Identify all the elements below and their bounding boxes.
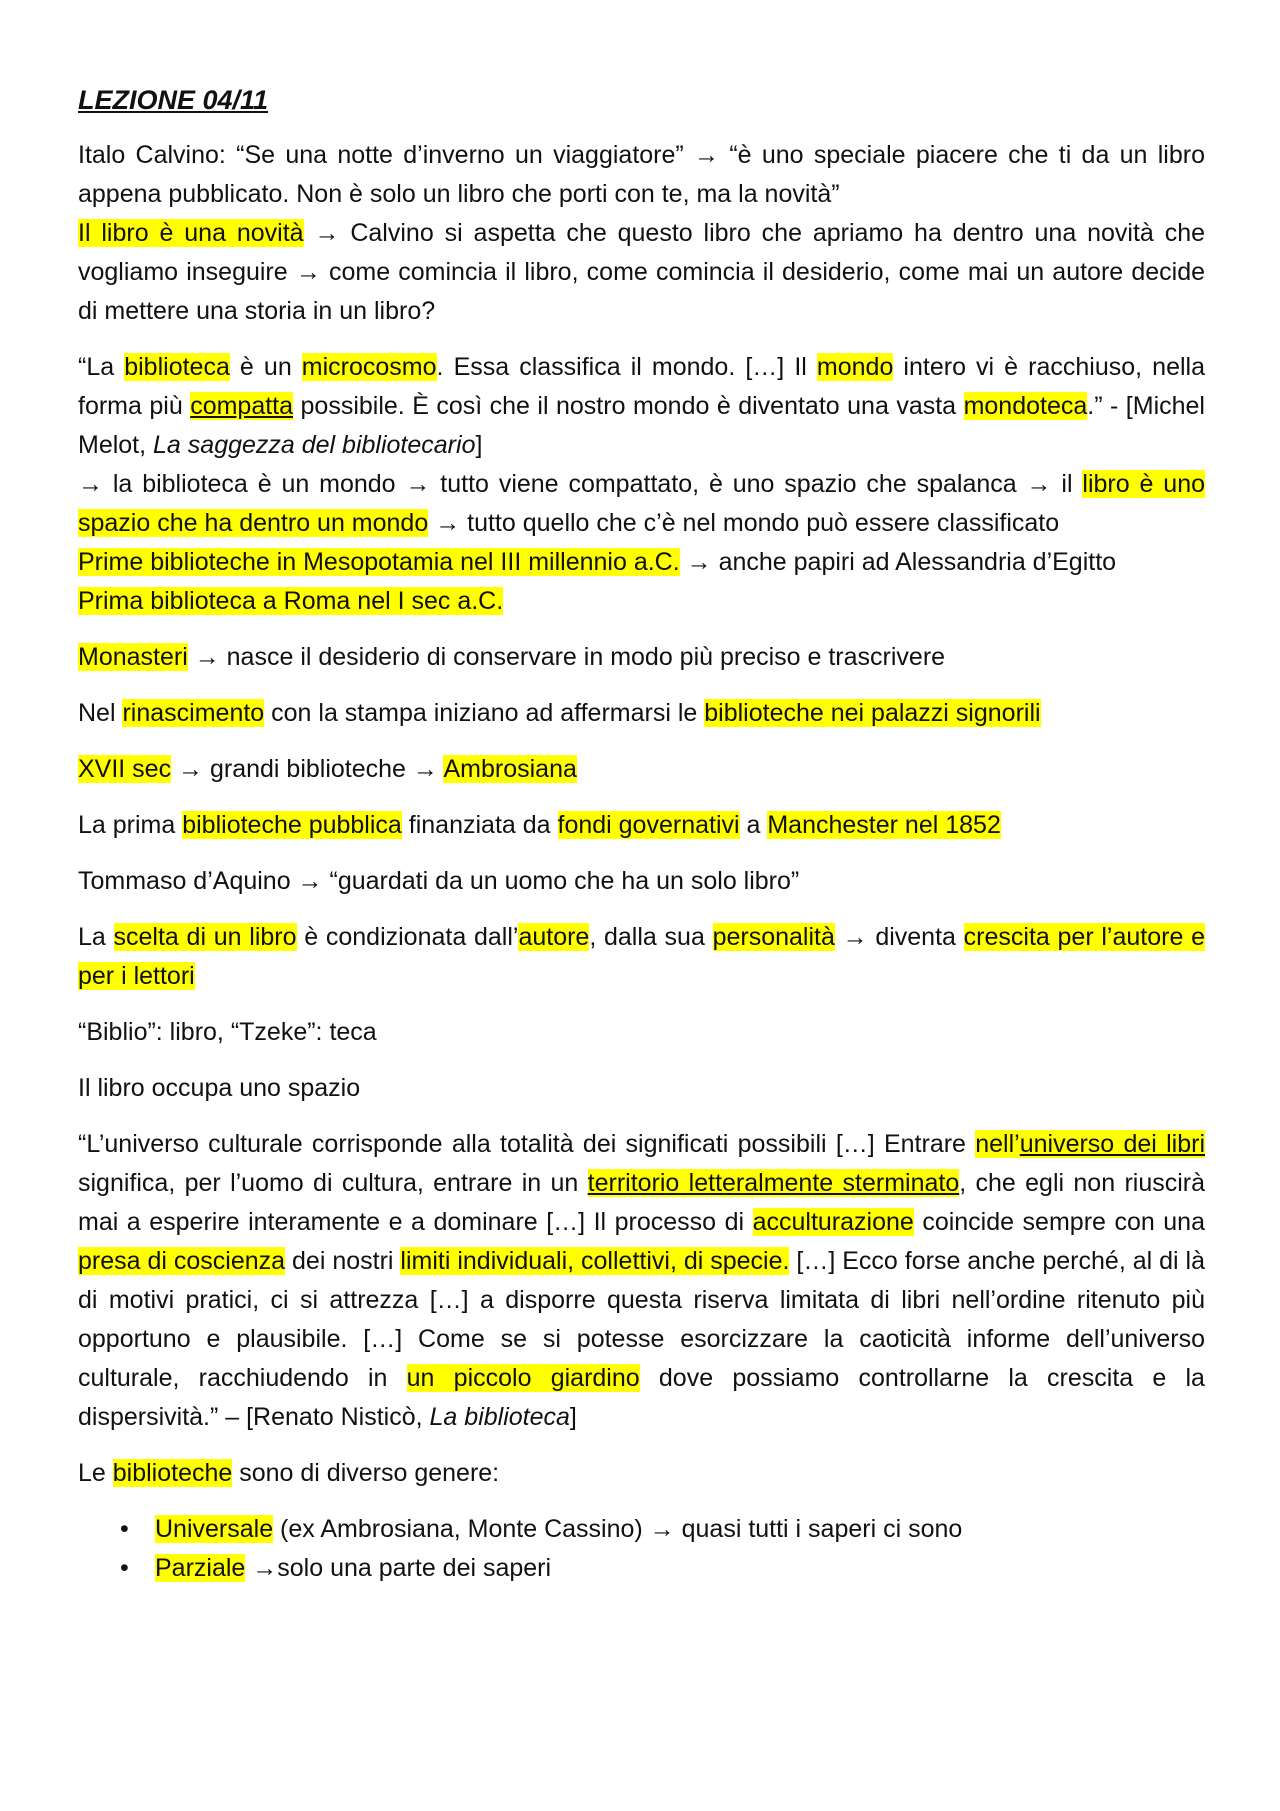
highlight: universo dei libri xyxy=(1019,1130,1205,1158)
text: “La xyxy=(78,353,125,381)
text: → nasce il desiderio di conservare in modo più preciso e trascrivere xyxy=(187,643,946,671)
text: sono di diverso genere: xyxy=(232,1459,500,1487)
highlight: un piccolo giardino xyxy=(406,1364,640,1392)
text: “L’universo culturale corrisponde alla totalità dei significati possibili […] Entrare xyxy=(78,1130,976,1158)
highlight: microcosmo xyxy=(301,353,437,381)
text: → Calvino si aspetta che questo libro che apriamo ha dentro una novità che vogliamo inseguire → come comincia il libro, come comincia il desiderio, come mai un autore decide di mettere una storia in un libro? xyxy=(78,219,1205,325)
highlight: Universale xyxy=(155,1515,274,1543)
text: , dalla sua xyxy=(589,923,713,951)
paragraph-etimologia xyxy=(78,1013,1205,1052)
paragraph-biblioteca-mondo xyxy=(78,465,1205,543)
highlight: limiti individuali, collettivi, di specie. xyxy=(400,1247,790,1275)
paragraph-novita xyxy=(78,214,1205,331)
text: con la stampa iniziano ad affermarsi le xyxy=(264,699,705,727)
text: → anche papiri ad Alessandria d’Egitto xyxy=(679,548,1117,576)
book-title: La biblioteca xyxy=(429,1403,570,1431)
highlight: mondo xyxy=(816,353,894,381)
paragraph-xvii-sec xyxy=(78,750,1205,789)
text: ] xyxy=(475,431,483,459)
text: → diventa xyxy=(834,923,964,951)
text: (ex Ambrosiana, Monte Cassino) → quasi tutti i saperi ci sono xyxy=(273,1515,963,1543)
highlight: scelta di un libro xyxy=(113,923,297,951)
text: è condizionata dall’ xyxy=(296,923,519,951)
paragraph-calvino xyxy=(78,136,1205,214)
highlight: Prime biblioteche in Mesopotamia nel III millennio a.C. xyxy=(78,548,680,576)
text: è un xyxy=(229,353,302,381)
highlight: Parziale xyxy=(155,1554,246,1582)
highlight: compatta xyxy=(190,392,294,420)
highlight: acculturazione xyxy=(752,1208,914,1236)
text: , che egli non riuscirà mai a esperire interamente e a dominare […] Il processo di xyxy=(78,1169,1206,1236)
list-item xyxy=(78,1549,1205,1588)
text: La prima xyxy=(78,811,183,839)
highlight: Monasteri xyxy=(78,643,188,671)
highlight: biblioteche nei palazzi signorili xyxy=(704,699,1041,727)
paragraph-mesopotamia xyxy=(78,543,1205,582)
text: → grandi biblioteche → xyxy=(171,755,444,783)
highlight: territorio letteralmente sterminato xyxy=(587,1169,960,1197)
paragraph-monasteri xyxy=(78,638,1205,677)
bullet-icon: • xyxy=(120,1554,129,1582)
text: significa, per l’uomo di cultura, entrare in un xyxy=(78,1169,588,1197)
text: Nel xyxy=(78,699,123,727)
document-page xyxy=(78,80,1205,1588)
text: Italo Calvino: “Se una notte d’inverno un viaggiatore” → “è uno speciale piacere che ti da un libro appena pubblicato. Non è solo un libro che porti con te, ma la novità” xyxy=(78,141,1205,208)
text: Tommaso d’Aquino → “guardati da un uomo che ha un solo libro” xyxy=(78,867,800,895)
text: →solo una parte dei saperi xyxy=(245,1554,552,1582)
text: dove possiamo controllarne la crescita e la dispersività.” – [Renato Nisticò, xyxy=(78,1364,1205,1431)
paragraph-melot-quote xyxy=(78,348,1205,465)
paragraph-aquino xyxy=(78,862,1205,901)
highlight: fondi governativi xyxy=(557,811,740,839)
paragraph-nistico-quote xyxy=(78,1125,1205,1437)
highlight: biblioteche pubblica xyxy=(182,811,402,839)
highlight: rinascimento xyxy=(122,699,265,727)
text: → la biblioteca è un mondo → tutto viene compattato, è uno spazio che spalanca → il xyxy=(78,470,1083,498)
text: a xyxy=(739,811,768,839)
text: “Biblio”: libro, “Tzeke”: teca xyxy=(78,1018,377,1046)
highlight: libro è uno spazio che ha dentro un mondo xyxy=(78,470,1205,537)
text: → tutto quello che c’è nel mondo può essere classificato xyxy=(428,509,1060,537)
text: . Essa classifica il mondo. […] Il xyxy=(436,353,817,381)
text: .” - [Michel Melot, xyxy=(78,392,1205,459)
text: intero vi è racchiuso, nella forma più xyxy=(78,353,1205,420)
text: […] Ecco forse anche perché, al di là di motivi pratici, ci si attrezza […] a disporre questa riserva limitata di libri nell’ordine ritenuto più opportuno e plausibile. […] Come se si potesse esorcizzare la caoticità informe dell’universo culturale, racchiudendo in xyxy=(78,1247,1205,1392)
highlight: autore xyxy=(518,923,590,951)
highlight: Il libro è una novità xyxy=(78,219,304,247)
highlight: Prima biblioteca a Roma nel I sec a.C. xyxy=(78,587,504,615)
text: coincide sempre con una xyxy=(913,1208,1205,1236)
paragraph-generi xyxy=(78,1454,1205,1493)
list-item xyxy=(78,1510,1205,1549)
highlight: nell’ xyxy=(975,1130,1020,1158)
text: finanziata da xyxy=(401,811,558,839)
highlight: biblioteche xyxy=(112,1459,233,1487)
highlight: biblioteca xyxy=(124,353,230,381)
paragraph-spazio xyxy=(78,1069,1205,1108)
lesson-title: LEZIONE 04/11 xyxy=(78,85,269,115)
paragraph-roma xyxy=(78,582,1205,621)
book-title: La saggezza del bibliotecario xyxy=(153,431,476,459)
text: Il libro occupa uno spazio xyxy=(78,1074,361,1102)
highlight: personalità xyxy=(712,923,835,951)
text: dei nostri xyxy=(285,1247,401,1275)
bullet-icon: • xyxy=(120,1515,129,1543)
paragraph-rinascimento xyxy=(78,694,1205,733)
highlight: XVII sec xyxy=(78,755,172,783)
paragraph-manchester xyxy=(78,806,1205,845)
text: La xyxy=(78,923,114,951)
text: Le xyxy=(78,1459,113,1487)
highlight: presa di coscienza xyxy=(78,1247,286,1275)
text: ] xyxy=(569,1403,577,1431)
highlight: Ambrosiana xyxy=(443,755,577,783)
highlight: mondoteca xyxy=(963,392,1088,420)
paragraph-scelta-libro xyxy=(78,918,1205,996)
bullet-list xyxy=(78,1510,1205,1588)
text: possibile. È così che il nostro mondo è diventato una vasta xyxy=(293,392,964,420)
highlight: Manchester nel 1852 xyxy=(767,811,1001,839)
highlight: crescita per l’autore e per i lettori xyxy=(78,923,1205,990)
